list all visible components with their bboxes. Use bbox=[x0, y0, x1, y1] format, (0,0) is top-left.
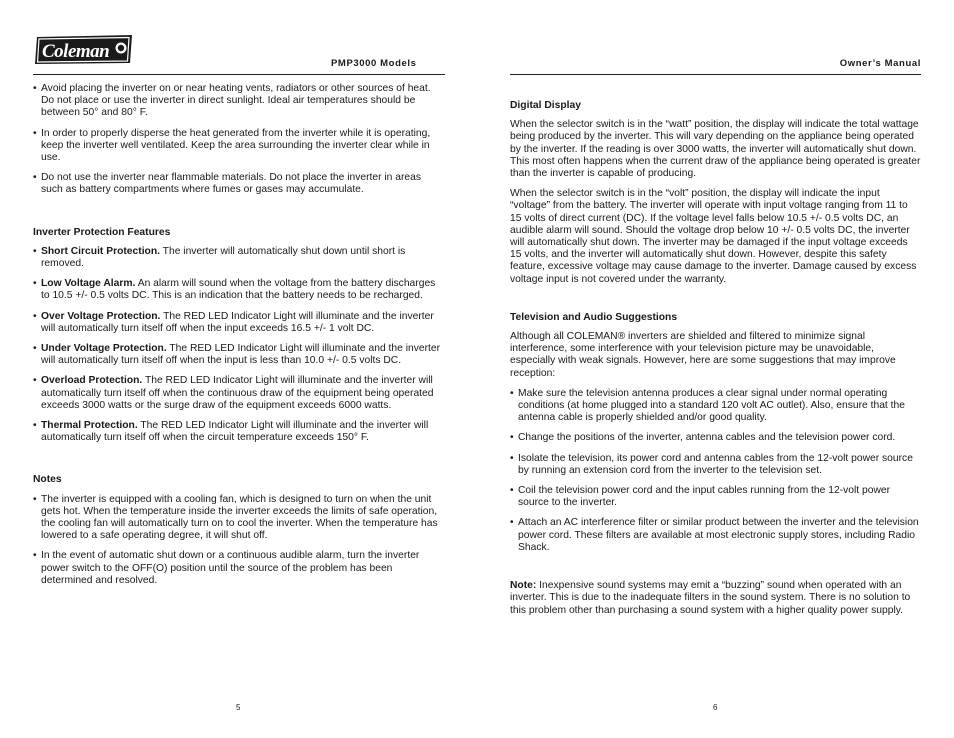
note-item: • The inverter is equipped with a cooling fan, which is designed to turn on when the unit gets hot. When the temperature inside the inverter exceeds the limits of safe operation, the cooling fan will automatically turn on to cool the inverter. When the temperature has lowered to a safe operating degree, it will shut off. bbox=[33, 493, 438, 542]
tv-bullet: • Change the positions of the inverter, antenna cables and the television power cord. bbox=[510, 432, 896, 444]
protection-item: • Overload Protection. The RED LED Indicator Light will illuminate and the inverter will automatically turn itself off when the continuous draw of the equipment being operated exceeds 3000 watts or the surge draw of the equipment exceeds 6000 watts. bbox=[33, 375, 434, 411]
protection-item: • Thermal Protection. The RED LED Indicator Light will illuminate and the inverter will automatically turn itself off when the circuit temperature exceeds 150° F. bbox=[33, 420, 429, 444]
note-item: • In the event of automatic shut down or a continuous audible alarm, turn the inverter power switch to the OFF(O) position until the source of the problem has been determined and resolved. bbox=[33, 550, 420, 586]
display-paragraph: When the selector switch is in the “volt” position, the display will indicate the input “voltage” from the battery. The inverter will operate with input voltage ranging from 11 to 15 volts of direct current (DC). If the voltage level falls below 10.5 +/- 0.5 volts DC, an audible alarm will sound. Should the voltage drop below 10 +/- 0.5 volts DC, the inverter will automatically shut down. The inverter may be damaged if the input voltage exceeds 15 volts, and the inverter will automatically shut down. However, despite this safety feature, excessive voltage may cause damage to the inverter. Damage caused by excess voltage input is not covered under the warranty. bbox=[510, 188, 917, 285]
protection-item: • Under Voltage Protection. The RED LED Indicator Light will illuminate and the inverter will automatically turn itself off when the input is less than 10.0 +/- 0.5 volts DC. bbox=[33, 343, 441, 367]
tv-bullet: • Attach an AC interference filter or similar product between the inverter and the television power cord. These filters are available at most electronic supply stores, including Radio Shack. bbox=[510, 517, 919, 553]
intro-bullet: • Do not use the inverter near flammable materials. Do not place the inverter in areas such as battery compartments where fumes or gases may accumulate. bbox=[33, 172, 422, 196]
protection-heading: Inverter Protection Features bbox=[33, 226, 171, 238]
page-number: 6 bbox=[713, 703, 718, 712]
tv-bullet: • Make sure the television antenna produces a clear signal under normal operating conditions (at home plugged into a standard 120 volt AC outlet). Also, ensure that the antenna cable is properly shielded and/or good quality. bbox=[510, 387, 905, 424]
right-column bbox=[510, 100, 921, 625]
tv-intro: Although all COLEMAN® inverters are shielded and filtered to minimize signal interference, some interference with your television picture may be unavoidable, especially with weak signals. However, here are some suggestions that may improve reception: bbox=[510, 331, 896, 379]
coleman-logo bbox=[33, 34, 134, 65]
tv-bullet: • Isolate the television, its power cord and antenna cables from the 12-volt power source by running an extension cord from the inverter to the television set. bbox=[510, 452, 913, 476]
models-header: PMP3000 Models bbox=[331, 58, 417, 69]
left-column bbox=[33, 83, 445, 595]
page-number: 5 bbox=[236, 703, 241, 712]
header-rule bbox=[510, 74, 921, 75]
tv-heading: Television and Audio Suggestions bbox=[510, 311, 678, 323]
display-paragraph: When the selector switch is in the “watt” position, the display will indicate the total wattage being produced by the inverter. This will vary depending on the appliance being operated by the inverter. If the reading is over 3000 watts, the inverter will automatically shut down. This most often happens when the current draw of the appliance being operated is greater than the inverter is capable of producing. bbox=[510, 119, 921, 180]
protection-item: • Over Voltage Protection. The RED LED Indicator Light will illuminate and the inverter will automatically turn itself off when the input exceeds 16.5 +/- 1 volt DC. bbox=[33, 310, 434, 334]
notes-heading: Notes bbox=[33, 474, 62, 486]
header-rule bbox=[33, 74, 445, 75]
display-heading: Digital Display bbox=[510, 100, 581, 111]
intro-bullet: • In order to properly disperse the heat generated from the inverter while it is operating, keep the inverter well ventilated. Keep the area surrounding the inverter clear while in use. bbox=[33, 127, 431, 164]
svg-text:Coleman: Coleman bbox=[42, 41, 110, 62]
manual-header: Owner’s Manual bbox=[839, 58, 921, 69]
protection-item: • Low Voltage Alarm. An alarm will sound when the voltage from the battery discharges to 10.5 +/- 0.5 volts DC. This is an indication that the battery needs to be recharged. bbox=[33, 278, 436, 302]
right-page bbox=[477, 0, 954, 738]
note-paragraph: Note: Inexpensive sound systems may emit a “buzzing” sound when operated with an inverter. This is due to the inadequate filters in the sound system. There is no solution to this problem other than purchasing a sound system with a higher quality power supply. bbox=[510, 580, 911, 616]
intro-bullet: • Avoid placing the inverter on or near heating vents, radiators or other sources of heat. Do not place or use the inverter in direct sunlight. Ideal air temperatures should be between 50° and 80° F. bbox=[33, 83, 431, 119]
tv-bullet: • Coil the television power cord and the input cables running from the 12-volt power source to the inverter. bbox=[510, 485, 891, 509]
protection-item: • Short Circuit Protection. The inverter will automatically shut down until short is removed. bbox=[33, 245, 406, 270]
